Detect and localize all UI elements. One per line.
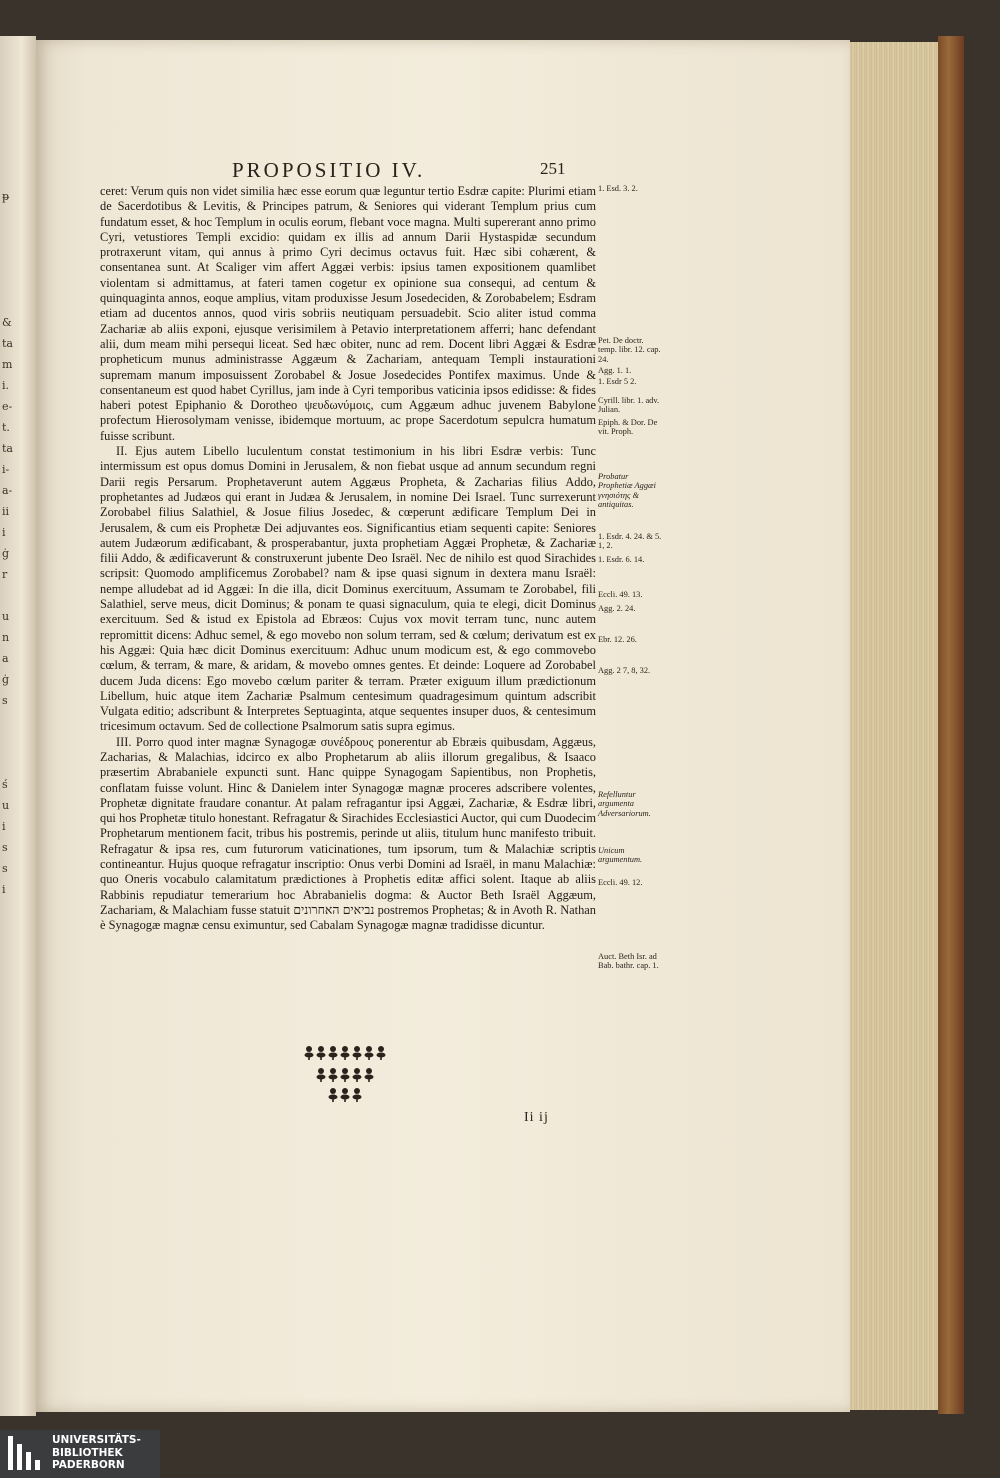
left-page-char: ii [2,505,10,518]
left-page-char: r [2,568,8,581]
left-page-char [2,585,28,606]
fleuron [317,1068,326,1082]
left-page-char: i [2,526,6,539]
left-page-char: ᵽ [2,190,10,203]
left-page-fragments [2,186,28,900]
margin-note: 1. Esd. 3. 2. [598,184,638,193]
fleuron [329,1046,338,1060]
left-page-edge [0,36,36,1416]
fleuron [317,1046,326,1060]
left-page-char: ġ [2,547,10,560]
left-page-char [2,228,28,249]
fleuron [377,1046,386,1060]
left-page-char [2,711,28,732]
margin-note: 1. Esdr. 4. 24. & 5. 1, 2. [598,532,662,551]
fleuron [341,1088,350,1102]
left-page-char: u [2,799,10,812]
fleuron-ornament [300,1044,390,1108]
margin-note: Refelluntur argumenta Adversariorum. [598,790,651,818]
logo-line-1: UNIVERSITÄTS- [52,1434,141,1446]
left-page-char: i [2,820,6,833]
left-page-char: s [2,694,8,707]
paragraph-1: ceret: Verum quis non videt similia hæc esse eorum quæ leguntur tertio Esdræ capite: Plurimi etiam de Sacerdotibus & Levitis, & Principes patrum, & Seniores qui viderant Templum prius cum fundatum esset, & hoc Templum in oculis eorum, flebant voce magna. Multi supererant anno primo Cyri, vetustiores Templi excidio: quidam ex illis ad annum Darii Hystaspidæ secundum protraxerunt vitam, qui annus à primo Cyri decimus octavus fuit. Hæc sibi cohærent, & consentanea sunt. At Scaliger vim affert Aggæi verbis: ipsius tamen expositionem quamlibet violentam si admittamus, at fateri tamen cogetur ex opinione sua consequi, ad centum & quinquaginta annos, eoque amplius, vitam produxisse Jesum Josedeciden, & Zorobabelem; Esdram etiam ad ducentos annos, quod viris sobriis neutiquam persuadebit. Scio aliter istud comma Zachariæ ab aliis exponi, ejusque verisimilem à Petavio interpretationem afferri; hanc defendant alii, dum meam mihi persequi liceat. Sed hæc obiter, nunc ad rem. Docent libri Aggæi & Esdræ propheticum munus administrasse Aggæum & Zachariam, antequam Templi instaurationi supremam manum imposuissent Zorobabel & Josue Josedecides Pontifex maximus. Unde & consentaneum est quod habet Cyrillus, jam inde à Cyri temporibus vaticinia ipsos edidisse: & fides haberi potest Epiphanio & Dorotheo ψευδωνύμοις, cum Aggæum adhuc juvenem Babylone profectum Hierosolymam venisse, ibidemque mortuum, ac prope Sacerdotum sepulcra humatum fuisse scribunt. [100,184,596,443]
left-page-char: & [2,316,12,329]
left-page-char [2,732,28,753]
margin-note: Auct. Beth Isr. ad Bab. bathr. cap. 1. [598,952,659,971]
fleuron [353,1068,362,1082]
left-page-char: s [2,862,8,875]
fore-edge [850,42,938,1410]
paragraph-3: III. Porro quod inter magnæ Synagogæ συνέδρους ponerentur ab Ebræis quibusdam, Aggæus, Zacharias, & Malachias, idcirco ex albo Prophetarum ab aliis illorum gregalibus, & Isaaco præsertim Abrabaniele expuncti sunt. Hanc quippe Synagogam Sapientibus, non Prophetis, conflatam fuisse volunt. Hinc & Danielem inter Synagogæ magnæ proceres adscribere volentes, Prophetæ dignitate fraudare conantur. At palam refragantur ipsi Aggæi, Zachariæ, & Esdræ libri, qui hos Prophetæ titulo honestant. Refragatur & Sirachides Ecclesiastici Auctor, qui cum Duodecim Prophetarum mentionem facit, tribus his postremis, perinde ut aliis, titulum hunc manifesto tribuit. Refragatur & ipsa res, cum futurorum vaticinationes, tum ipsorum, tum & Malachiæ scriptis contineantur. Hujus quoque refragatur inscriptio: Onus verbi Domini ad Israël, in manu Malachiæ: quo Oneris vocabulo calamitatum prædictiones à Prophetis editæ affici solent. Itaque ab aliis Rabbinis repudiatur temerarium hoc Abrabanielis dogma: & Auctor Beth Israël Aggæum, Zachariam, & Malachiam fusse statuit נביאים האחרונים postremos Prophetas; & in Avoth R. Nathan è Synagogæ magnæ censu eximuntur, sed Cabalam Synagogæ magnæ tradidisse dicuntur. [100,734,596,933]
logo-line-3: PADERBORN [52,1459,125,1471]
fleuron [353,1046,362,1060]
left-page-char: ta [2,337,13,350]
fleuron [365,1046,374,1060]
left-page-char: n [2,631,10,644]
left-page-char: i. [2,379,10,392]
margin-note: Eccli. 49. 12. [598,878,643,887]
paragraph-2: II. Ejus autem Libello luculentum constat testimonium in his libri Esdræ verbis: Tunc intermissum est opus domus Domini in Jerusalem, & non fiebat usque ad annum secundum regni Darii regis Persarum. Prophetaverunt autem Aggæus Propheta, & Zacharias filius Addo, prophetantes ad Judæos qui erant in Judæa & Jerusalem, in nomine Dei Israel. Tunc surrexerunt Zorobabel filius Salathiel, & Josue filius Josedec, & cœperunt ædificare Templum Dei in Jerusalem, & cum eis Prophetæ Dei adjuvantes eos. Significantius etiam sequenti capite: Seniores autem Judæorum ædificabant, & prosperabantur, juxta prophetiam Aggæi Prophetæ, & Zachariæ filii Addo, & ædificaverunt & construxerunt jubente Deo Israël. Nec de nihilo est quod Sirachides scripsit: Quomodo amplificemus Zorobabel? nam & ipse quasi signum in dextera manu Israël: nempe alludebat ad id Aggæi: In die illa, dicit Dominus exercituum, Assumam te Zorobabel, fili Salathiel, serve meus, dicit Dominus; & ponam te quasi signaculum, quia te elegi, dicit Dominus exercituum. Sed & istud ex Epistola ad Ebræos: Cujus vox movit terram tunc, nunc autem repromittit dicens: Adhuc semel, & ego movebo non solum terram, sed & cœlum; derivatum est ex his Aggæi: Quia hæc dicit Dominus exercituum: Adhuc unum modicum est, & ego commovebo cœlum, & terram, & mare, & aridam, & movebo omnes gentes. Et deinde: Loquere ad Zorobabel ducem Juda dicens: Ego movebo cœlum pariter & terram. Præter exiguum illum prædictionum Libellum, huic atque item Zachariæ Psalmum centesimum quadragesimum quintum adscribit Vulgata editio; adscribunt & Interpretes Septuaginta, atque sequentes insuper duos, & centesimum tricesimum octavum. Sed de collectione Psalmorum satis supra egimus. [100,444,596,734]
logo-line-2: BIBLIOTHEK [52,1446,123,1459]
left-page-char: a [2,652,9,665]
library-logo-icon [8,1436,40,1470]
left-page-char: i [2,883,6,896]
signature-mark: Ii ij [524,1110,549,1125]
left-page-char [2,249,28,270]
left-page-char [2,270,28,291]
fleuron [353,1088,362,1102]
fleuron [305,1046,314,1060]
left-page-char: s [2,841,8,854]
left-page-char: t. [2,421,10,434]
fleuron [329,1068,338,1082]
library-logo [0,1430,160,1478]
left-page-char: i- [2,463,10,476]
left-page-char [2,753,28,774]
margin-note: Agg. 2. 24. [598,604,636,613]
left-page-char: ta [2,442,13,455]
left-page-char: a- [2,484,13,497]
main-text [100,184,596,934]
margin-note: Probatur Prophetiæ Aggæi γνησιότης & antiquitas. [598,472,656,510]
margin-note: Unicum argumentum. [598,846,643,865]
left-page-char [2,291,28,312]
left-page-char: m [2,358,13,371]
margin-note: Epiph. & Dor. De vit. Proph. [598,418,658,437]
fleuron [329,1088,338,1102]
margin-note: Agg. 1. 1. [598,366,632,375]
left-page-char [2,207,28,228]
fleuron [365,1068,374,1082]
margin-note: Agg. 2 7, 8, 32. [598,666,651,675]
left-page-char: ġ [2,673,10,686]
fleuron [341,1046,350,1060]
margin-note: Pet. De doctr. temp. libr. 12. cap. 24. [598,336,661,364]
margin-note: 1. Esdr. 6. 14. [598,555,645,564]
page-number: 251 [540,159,566,178]
library-logo-text [52,1434,141,1472]
fleuron [341,1068,350,1082]
margin-note: 1. Esdr 5 2. [598,377,637,386]
running-title: PROPOSITIO IV. [232,158,426,182]
left-page-char: ś [2,778,8,791]
margin-note: Cyrill. libr. 1. adv. Julian. [598,396,660,415]
margin-note: Ebr. 12. 26. [598,635,637,644]
left-page-char: u [2,610,10,623]
left-page-char: e- [2,400,13,413]
binding [938,36,964,1414]
margin-note: Eccli. 49. 13. [598,590,643,599]
